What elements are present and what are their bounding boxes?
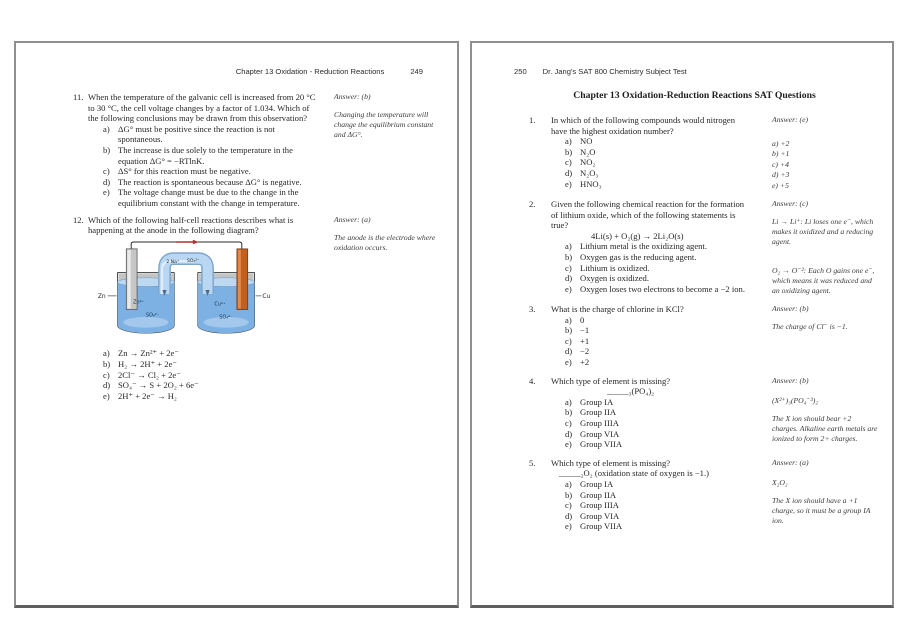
chapter-running-title: Chapter 13 Oxidation - Reduction Reactions xyxy=(235,67,385,76)
answer-label: Answer: (b) xyxy=(772,304,809,314)
option-c: c) Lithium is oxidized. xyxy=(565,262,650,273)
option-d: d) The reaction is spontaneous because ΔG° is negative. xyxy=(103,176,302,187)
option-c: c) Group IIIA xyxy=(565,417,619,428)
option-a: a) Zn → Zn²⁺ + 2e⁻ xyxy=(103,348,179,359)
question-stem: Given the following chemical reaction for the formation of lithium oxide, which of the following statements is true? xyxy=(551,199,745,231)
option-c: c) +1 xyxy=(565,335,590,346)
answer-formula: X₂O₂ xyxy=(772,477,788,487)
option-b: b) The increase is due solely to the temperature in the equation ΔG° = −RTlnK. xyxy=(103,144,293,166)
question-number: 3. xyxy=(529,304,536,315)
answer-margin-q11 xyxy=(334,92,451,209)
copper-label: Cu xyxy=(262,293,271,300)
page-number: 250 xyxy=(514,67,527,76)
question-5 xyxy=(529,458,746,532)
question-2 xyxy=(529,199,746,296)
question-1-row xyxy=(529,115,884,191)
option-e: e) Group VIIA xyxy=(565,439,623,450)
question-number: 11. xyxy=(73,92,84,102)
answer-note: Li → Li⁺: Li loses one e⁻, which makes it oxidized and a reducing agent. xyxy=(772,217,874,247)
option-b: b) Oxygen gas is the reducing agent. xyxy=(565,252,697,262)
option-c: c) 2Cl⁻ → Cl₂ + 2e⁻ xyxy=(103,369,181,380)
answer-note: O₂ → O⁻²: Each O gains one e⁻, which means it was reduced and an oxidizing agent. xyxy=(772,266,875,296)
answer-margin-q3 xyxy=(772,304,884,368)
option-e: e) Oxygen loses two electrons to become a −2 ion. xyxy=(565,283,745,294)
answer-label: Answer: (e) xyxy=(772,115,809,124)
option-d: d) Group VIA xyxy=(565,428,620,439)
answer-label: Answer: (a) xyxy=(334,214,371,224)
option-c: c) NO₂ xyxy=(565,157,596,168)
bridge-cation-label: 2 Na⁺ xyxy=(166,259,180,265)
option-b: b) Group IIA xyxy=(565,407,617,418)
answer-label: Answer: (b) xyxy=(772,375,809,385)
chemical-formula-blank: _____₃(PO₄)₂ xyxy=(607,386,655,397)
option-e: e) Group VIIA xyxy=(565,521,623,532)
anode-cation-label: Zn²⁺ xyxy=(133,299,145,306)
question-11-row xyxy=(73,92,451,209)
copper-electrode xyxy=(237,249,248,310)
book-page-250 xyxy=(470,41,894,608)
answer-margin-q2 xyxy=(772,199,884,296)
answer-note: Changing the temperature will change the equilibrium constant and ΔG°. xyxy=(334,110,434,139)
question-3 xyxy=(529,304,746,368)
question-number: 1. xyxy=(529,115,536,125)
answer-label: Answer: (b) xyxy=(334,92,371,101)
question-3-row xyxy=(529,304,884,368)
answer-margin-q5 xyxy=(772,458,884,532)
option-e: e) The voltage change must be due to the change in the equilibrium constant with the change in temperature. xyxy=(103,187,300,208)
answer-note: The anode is the electrode where oxidation occurs. xyxy=(334,232,436,252)
answer-formula: (X²⁺)₃(PO₄⁻³)₂ xyxy=(772,395,818,405)
question-1 xyxy=(529,115,746,191)
answer-notes: a) +2 b) +1 c) +4 d) +3 e) +5 xyxy=(772,139,790,190)
question-stem: Which type of element is missing? xyxy=(551,375,671,386)
option-a: a) Group IA xyxy=(565,478,614,489)
book-running-title: Dr. Jang's SAT 800 Chemistry Subject Test xyxy=(542,67,687,76)
wire xyxy=(131,242,242,249)
electron-flow-arrow xyxy=(176,239,199,244)
cathode-anion-label: SO₄²⁻ xyxy=(219,314,233,321)
book-page-249 xyxy=(14,41,459,608)
option-a: a) 0 xyxy=(565,314,585,325)
question-4-row xyxy=(529,376,884,450)
option-c: c) Group IIIA xyxy=(565,500,619,511)
question-stem: Which type of element is missing? xyxy=(551,457,671,468)
option-d: d) −2 xyxy=(565,346,590,357)
option-b: b) N₂O xyxy=(565,146,596,157)
chemical-formula-blank: _____₂O₂ (oxidation state of oxygen is −1.) xyxy=(559,468,709,479)
question-5-row xyxy=(529,458,884,532)
question-2-row xyxy=(529,199,884,296)
option-d: d) Oxygen is oxidized. xyxy=(565,273,649,284)
salt-bridge xyxy=(162,258,210,296)
question-12-row xyxy=(73,215,451,402)
option-e: e) 2H⁺ + 2e⁻ → H₂ xyxy=(103,390,177,401)
question-number: 5. xyxy=(529,457,536,468)
option-d: d) Group VIA xyxy=(565,510,620,521)
option-b: b) Group IIA xyxy=(565,489,617,500)
answer-margin-q1 xyxy=(772,115,884,191)
page-header xyxy=(514,67,687,76)
anode-anion-label: SO₄²⁻ xyxy=(145,312,160,319)
section-title: Chapter 13 Oxidation-Reduction Reactions SAT Questions xyxy=(573,90,816,101)
question-4 xyxy=(529,376,746,450)
answer-label: Answer: (c) xyxy=(772,199,809,209)
option-a: a) NO xyxy=(565,136,593,147)
question-number: 4. xyxy=(529,375,536,386)
answer-note: The X ion should have a +1 charge, so it must be a group IA ion. xyxy=(772,495,871,525)
question-stem: When the temperature of the galvanic cell is increased from 20 °C to 30 °C, the cell voltage changes by a factor of 1.034. Which of the following conclusions may be drawn from this observation? xyxy=(88,92,316,124)
right-page-content xyxy=(529,90,884,540)
question-stem: What is the charge of chlorine in KCl? xyxy=(551,304,684,315)
answer-margin-q12 xyxy=(334,215,451,402)
option-b: b) H₂ → 2H⁺ + 2e⁻ xyxy=(103,358,177,369)
option-d: d) N₂O₃ xyxy=(565,167,599,178)
answer-label: Answer: (a) xyxy=(772,457,809,467)
answer-margin-q4 xyxy=(772,376,884,450)
option-e: e) +2 xyxy=(565,357,590,367)
option-a: a) ΔG° must be positive since the reaction is not spontaneous. xyxy=(103,123,275,145)
zinc-label: Zn xyxy=(97,293,106,300)
question-stem: Which of the following half-cell reactions describes what is happening at the anode in the following diagram? xyxy=(88,214,294,236)
option-d: d) SO₄⁻ → S + 2O₂ + 6e⁻ xyxy=(103,380,199,391)
question-stem: In which of the following compounds would nitrogen have the highest oxidation number? xyxy=(551,115,736,136)
page-header xyxy=(236,67,423,76)
question-number: 2. xyxy=(529,199,536,210)
page-number: 249 xyxy=(410,67,423,76)
option-a: a) Group IA xyxy=(565,396,614,407)
chemical-equation: 4Li(s) + O₂(g) → 2Li₂O(s) xyxy=(591,230,684,241)
option-b: b) −1 xyxy=(565,325,590,336)
bridge-anion-label: SO₄²⁻ xyxy=(187,258,200,264)
cathode-cation-label: Cu²⁺ xyxy=(214,301,226,308)
galvanic-cell-diagram xyxy=(94,239,316,344)
option-a: a) Lithium metal is the oxidizing agent. xyxy=(565,241,707,252)
answer-note: The X ion should bear +2 charges. Alkaline earth metals are ionized to form 2+ charges. xyxy=(772,413,878,443)
answer-note: The charge of Cl⁻ is −1. xyxy=(772,322,848,332)
question-12 xyxy=(73,215,316,402)
option-e: e) HNO₃ xyxy=(565,178,602,189)
left-page-content xyxy=(73,92,451,407)
option-c: c) ΔS° for this reaction must be negative. xyxy=(103,166,251,177)
question-number: 12. xyxy=(73,214,84,225)
question-11 xyxy=(73,92,316,209)
